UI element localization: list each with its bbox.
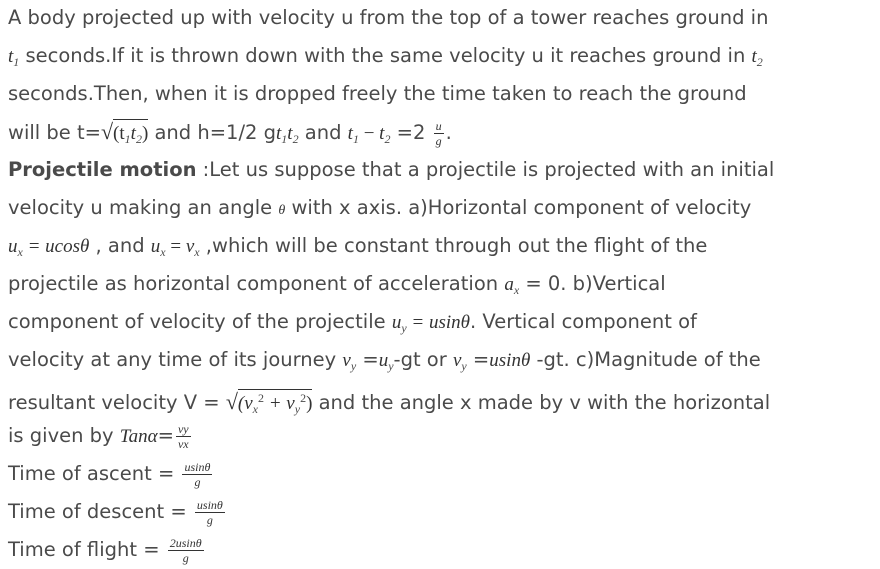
paragraph-text: = xyxy=(157,424,174,447)
math-subscript: y xyxy=(294,402,301,416)
text-line-12 xyxy=(8,421,193,451)
paragraph-text: ,which will be constant through out the flight of the xyxy=(199,234,708,257)
paragraph-text: resultant velocity V = xyxy=(8,391,226,414)
paragraph-text: = xyxy=(466,348,490,371)
math-text: t xyxy=(287,123,293,144)
math-subscript: 1 xyxy=(281,132,288,146)
fraction-numerator: 2usinθ xyxy=(169,536,202,550)
paragraph-text: = xyxy=(356,348,379,371)
math-text: t xyxy=(347,123,353,144)
math-text: v xyxy=(342,350,351,371)
fraction xyxy=(195,499,225,526)
math-text: u xyxy=(150,236,161,257)
math-text: − xyxy=(358,123,380,144)
paragraph-text: Time of ascent = xyxy=(8,462,181,485)
paragraph-text: -gt. c)Magnitude of the xyxy=(530,348,761,371)
math-subscript: 2 xyxy=(135,132,142,146)
paragraph-text: :Let us suppose that a projectile is projected with an initial xyxy=(196,158,775,181)
fraction-denominator: g xyxy=(435,134,442,148)
math-text: t xyxy=(379,123,385,144)
fraction xyxy=(182,461,212,488)
text-line-7 xyxy=(8,231,707,261)
paragraph-text: . xyxy=(445,121,452,144)
text-line-11 xyxy=(8,383,771,416)
radicand xyxy=(113,119,148,144)
paragraph-text: A body projected up with velocity u from the top of a tower reaches ground in xyxy=(8,6,769,29)
fraction xyxy=(168,537,204,564)
math-subscript: y xyxy=(461,359,467,373)
math-t2: t xyxy=(751,46,757,67)
fraction-denominator: g xyxy=(194,475,201,489)
section-heading: Projectile motion xyxy=(8,158,197,181)
paragraph-text: velocity u making an angle xyxy=(8,196,279,219)
paragraph-text: projectile as horizontal component of acceleration xyxy=(8,272,505,295)
math-text: (t xyxy=(113,123,125,144)
math-subscript: x xyxy=(194,245,200,259)
math-subscript: 1 xyxy=(124,132,131,146)
text-line-2 xyxy=(8,41,763,71)
fraction xyxy=(434,120,444,147)
math-subscript: x xyxy=(252,402,258,416)
fraction-denominator: g xyxy=(206,513,213,527)
math-subscript: x xyxy=(160,245,166,259)
text-line-6 xyxy=(8,193,751,223)
paragraph-text: is given by xyxy=(8,424,120,447)
math-text: v xyxy=(452,350,462,371)
fraction-numerator: usinθ xyxy=(196,498,223,512)
math-text: v xyxy=(185,236,195,257)
fraction-numerator: usinθ xyxy=(184,460,211,474)
math-text: = usinθ xyxy=(406,312,470,333)
paragraph-text: seconds.If it is thrown down with the same velocity u it reaches ground in xyxy=(19,44,752,67)
math-subscript: y xyxy=(401,321,407,335)
paragraph-text: and h=1/2 g xyxy=(148,121,277,144)
paragraph-text: with x axis. a)Horizontal component of velocity xyxy=(285,196,752,219)
math-text: = ucosθ xyxy=(22,236,90,257)
paragraph-text: component of velocity of the projectile xyxy=(8,310,392,333)
math-text: u xyxy=(391,312,402,333)
math-subscript: 2 xyxy=(756,55,763,69)
paragraph-text: velocity at any time of its journey xyxy=(8,348,343,371)
text-line-1 xyxy=(8,3,768,33)
paragraph-text: Time of flight = xyxy=(8,538,166,561)
math-text: ) xyxy=(306,393,313,414)
paragraph-text: seconds.Then, when it is dropped freely the time taken to reach the ground xyxy=(8,82,747,105)
text-line-13 xyxy=(8,459,214,489)
math-subscript: x xyxy=(513,283,520,297)
math-t1: t xyxy=(8,46,14,67)
paragraph-text: =2 xyxy=(390,121,432,144)
math-text: u xyxy=(378,350,389,371)
math-subscript: x xyxy=(17,245,23,259)
math-text: t xyxy=(130,123,136,144)
paragraph-text: . Vertical component of xyxy=(469,310,697,333)
text-line-10 xyxy=(8,345,761,375)
sqrt-sign: √ xyxy=(225,389,238,414)
math-theta: θ xyxy=(278,203,286,218)
fraction-denominator: vx xyxy=(177,437,189,451)
text-line-5 xyxy=(8,155,774,185)
math-text: + v xyxy=(263,393,295,414)
radicand xyxy=(238,389,313,414)
paragraph-text: will be t= xyxy=(8,121,101,144)
fraction-numerator: u xyxy=(435,119,442,133)
paragraph-text: -gt or xyxy=(393,348,453,371)
text-line-14 xyxy=(8,497,227,527)
fraction-numerator: vy xyxy=(177,422,189,436)
math-text: ) xyxy=(141,123,149,144)
math-text: (v xyxy=(237,393,253,414)
math-subscript: y xyxy=(350,359,357,373)
math-subscript: 2 xyxy=(292,132,299,146)
paragraph-text: and the angle x made by v with the horizontal xyxy=(312,391,771,414)
math-superscript: 2 xyxy=(300,391,307,405)
text-line-8 xyxy=(8,269,666,299)
math-subscript: 1 xyxy=(352,132,359,146)
math-subscript: 1 xyxy=(13,55,20,69)
math-text: t xyxy=(276,123,282,144)
paragraph-text: and xyxy=(298,121,348,144)
text-line-9 xyxy=(8,307,697,337)
math-superscript: 2 xyxy=(257,391,264,405)
math-subscript: y xyxy=(388,359,394,373)
math-text: a xyxy=(504,274,514,295)
fraction-denominator: g xyxy=(182,551,189,565)
math-text: = xyxy=(165,236,186,257)
math-subscript: 2 xyxy=(384,132,391,146)
fraction xyxy=(176,423,191,450)
math-text: usinθ xyxy=(489,350,531,371)
text-line-4 xyxy=(8,117,452,147)
text-line-3 xyxy=(8,79,747,109)
math-text: Tanα xyxy=(119,426,158,447)
sqrt-sign: √ xyxy=(100,119,114,144)
text-line-15 xyxy=(8,535,206,565)
paragraph-text: , and xyxy=(89,234,151,257)
math-text: u xyxy=(8,236,18,257)
paragraph-text: Time of descent = xyxy=(8,500,193,523)
paragraph-text: = 0. b)Vertical xyxy=(519,272,666,295)
